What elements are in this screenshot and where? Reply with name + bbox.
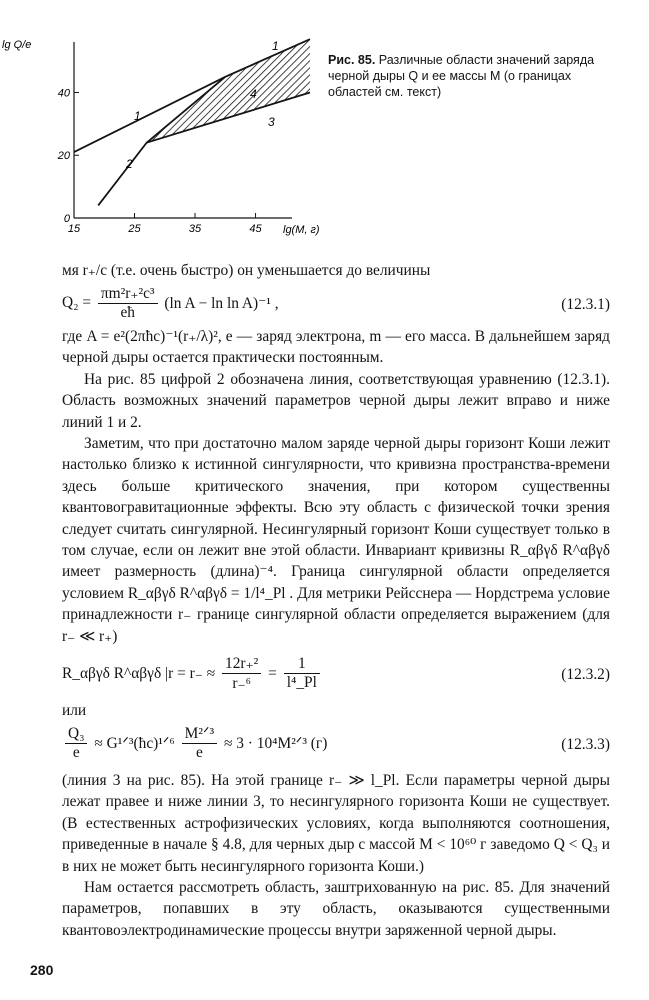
series-label-1: 1 <box>134 109 141 123</box>
eq1-numerator: πm²r₊²c³ <box>98 284 158 304</box>
figure-caption <box>328 52 628 100</box>
y-axis-label: lg Q/e <box>2 39 32 51</box>
series-label-1-end: 1 <box>272 39 279 53</box>
eq3-denominator-1: e <box>72 743 80 761</box>
eq3-fraction-2 <box>182 724 217 762</box>
equation-number: (12.3.1) <box>561 296 610 313</box>
equation-body <box>62 654 323 693</box>
eq2-numerator-1: 12r₊² <box>222 654 261 674</box>
y-tick-label: 40 <box>57 87 70 100</box>
eq3-numerator-2: M²ᐟ³ <box>182 724 217 744</box>
x-axis-label: lg(M, г) <box>283 224 320 236</box>
x-ticks <box>68 213 263 235</box>
eq1-fraction <box>98 284 158 322</box>
text-line-1 <box>62 260 610 281</box>
region-label-4: 4 <box>250 87 257 101</box>
eq3-fraction-1 <box>65 725 87 762</box>
paragraph-continuation: мя r₊/c (т.е. очень быстро) он уменьшается до величины <box>62 262 431 279</box>
hatched-region-4 <box>147 39 310 143</box>
equation-body <box>62 284 279 322</box>
eq2-equals: = <box>268 664 277 682</box>
eq2-fraction-1 <box>222 654 261 693</box>
eq1-lhs: Q₂ = <box>62 294 92 311</box>
eq2-lhs: R_αβγδ R^αβγδ |r = r₋ ≈ <box>62 665 216 682</box>
series-label-2: 2 <box>126 157 133 171</box>
equation-body <box>62 724 327 762</box>
eq3-middle: ≈ G¹ᐟ³(ħc)¹ᐟ⁶ <box>94 734 175 752</box>
eq2-denominator-2: l⁴_Pl <box>286 674 317 691</box>
paragraph-3: Заметим, что при достаточно малом заряде черной дыры горизонт Коши лежит настолько близко к истинной сингулярности, что кривизна пространства-времени здесь больше критического значения, при котором существенны квантовогравитационные эффекты. Всю эту область с физической точки зрения следует считать сингулярной. Несингулярный горизонт Коши существует только в том случае, если он лежит вне этой области. Инвариант кривизны R_αβγδ R^αβγδ имеет размерность (длина)⁻⁴. Граница сингулярной области определяется условием R_αβγδ R^αβγδ = 1/l⁴_Pl . Для метрики Рейсснера — Нордстрема условие принадлежности r₋ границе сингулярной области определяется выражением (для r₋ ≪ r₊) <box>62 435 610 645</box>
y-tick-label: 0 <box>63 213 70 225</box>
caption-label: Рис. 85. <box>328 53 376 67</box>
paragraph-5: Нам остается рассмотреть область, заштрихованную на рис. 85. Для значений параметров, попавших в эту область, оказываются существенными квантовоэлектродинамические процессы внутри заряженной черной дыры. <box>62 879 610 939</box>
text-block-2 <box>62 770 610 941</box>
eq3-denominator-2: e <box>195 744 203 761</box>
page-number: 280 <box>30 962 54 978</box>
x-tick-label: 35 <box>188 223 202 235</box>
x-tick-label: 25 <box>128 223 141 235</box>
equation-12-3-1 <box>62 284 610 330</box>
eq1-rest: (ln A − ln ln A)⁻¹ , <box>164 294 279 312</box>
eq2-fraction-2 <box>284 655 320 692</box>
paragraph-4: (линия 3 на рис. 85). На этой границе r₋ ≫ l_Pl. Если параметры черной дыры лежат правее и ниже линии 3, то несингулярного горизонта Коши не существует. (В естественных астрофизических условиях, когда выполняются соотношения, приведенные в начале § 4.8, для черных дыр с массой M < 10⁶⁰ г заведомо Q < Q₃ и в них не может быть несингулярного горизонта Коши.) <box>62 772 610 875</box>
figure-85-chart <box>2 28 322 260</box>
equation-12-3-2 <box>62 654 610 700</box>
or-word: или <box>62 702 87 719</box>
eq2-numerator-2: 1 <box>284 655 320 674</box>
text-or <box>62 700 610 721</box>
text-block-1 <box>62 326 610 647</box>
equation-number: (12.3.3) <box>561 736 610 753</box>
equation-number: (12.3.2) <box>561 666 610 683</box>
eq3-numerator-1: Q₃ <box>65 725 87 744</box>
eq3-rest: ≈ 3 · 10⁴M²ᐟ³ (г) <box>223 734 328 752</box>
paragraph-2: На рис. 85 цифрой 2 обозначена линия, соответствующая уравнению (12.3.1). Область возможных значений параметров черной дыры лежит вправо и ниже линий 1 и 2. <box>62 370 610 431</box>
paragraph-1: где A = e²(2πħc)⁻¹(r₊/λ)², e — заряд электрона, m — его масса. В дальнейшем заряд черной дыры остается практически постоянным. <box>62 328 610 367</box>
x-tick-label: 45 <box>249 223 262 235</box>
eq2-denominator-1: r₋⁶ <box>232 675 251 692</box>
series-label-3: 3 <box>268 115 275 129</box>
equation-12-3-3 <box>62 724 610 770</box>
caption-text: Различные области значений заряда черной дыры Q и ее массы M (о границах областей см. текст) <box>328 53 595 99</box>
y-ticks <box>57 87 79 225</box>
y-tick-label: 20 <box>57 150 70 163</box>
eq1-denominator: eħ <box>120 304 135 321</box>
x-tick-label: 15 <box>67 223 81 235</box>
